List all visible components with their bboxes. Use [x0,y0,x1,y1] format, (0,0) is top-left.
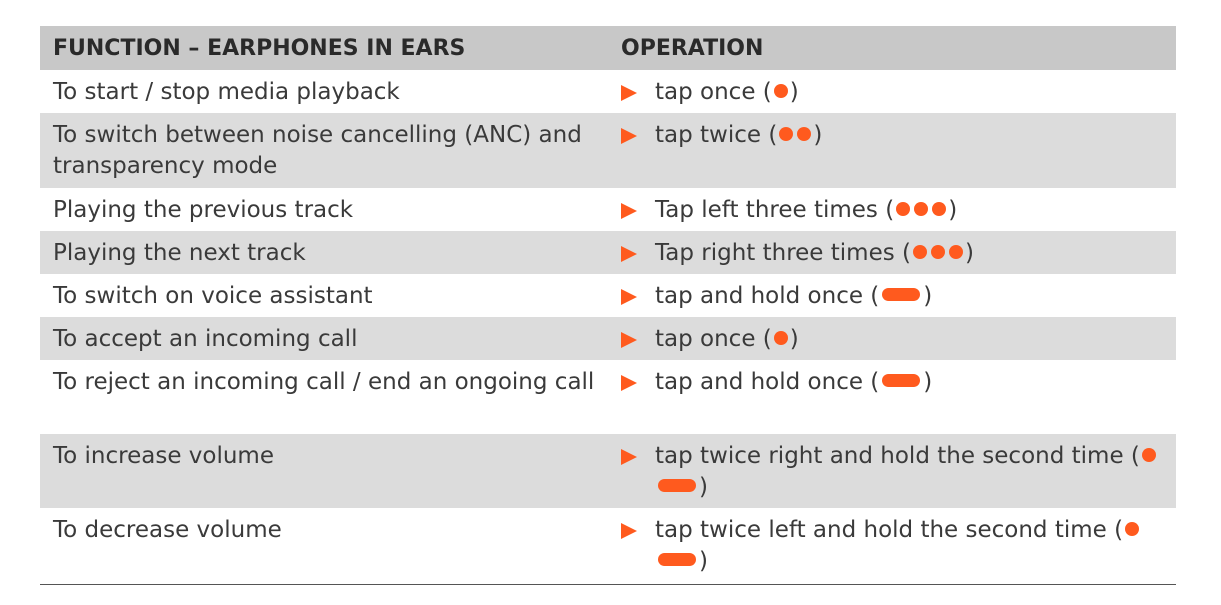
tap-dot-icon [949,245,963,259]
function-cell: To accept an incoming call [53,326,358,352]
table-row [40,188,1176,231]
function-cell: To switch on voice assistant [53,283,373,309]
table-row [40,274,1176,317]
operation-cell: tap once ( ) [608,324,1176,360]
controls-table [40,26,1176,583]
table-row [40,317,1176,360]
function-cell: Playing the previous track [53,197,354,223]
table-bottom-rule [40,584,1176,585]
function-cell: Playing the next track [53,240,306,266]
tap-dot-icon [931,245,945,259]
table-row [40,70,1176,113]
table-row [40,231,1176,274]
table-row [40,434,1176,508]
triangle-bullet-icon [621,203,637,219]
function-cell: To start / stop media playback [53,79,400,105]
header-operation: OPERATION [621,35,764,61]
hold-dash-icon [882,374,920,387]
tap-dot-icon [1142,448,1156,462]
function-cell: To increase volume [53,443,274,469]
operation-cell: tap once ( ) [608,77,1176,113]
operation-cell: tap and hold once ( ) [608,367,1176,434]
function-cell: To switch between noise cancelling (ANC) and transparency mode [53,122,582,179]
tap-dot-icon [779,127,793,141]
operation-cell: tap twice left and hold the second time () [608,515,1176,583]
triangle-bullet-icon [621,289,637,305]
tap-dot-icon [774,331,788,345]
function-cell: To reject an incoming call / end an ongoing call [53,369,595,395]
tap-dot-icon [913,245,927,259]
table-row [40,113,1176,188]
tap-dot-icon [774,84,788,98]
triangle-bullet-icon [621,128,637,144]
triangle-bullet-icon [621,246,637,262]
tap-dot-icon [932,202,946,216]
triangle-bullet-icon [621,85,637,101]
table-row [40,360,1176,434]
table-row [40,508,1176,583]
hold-dash-icon [882,288,920,301]
operation-cell: tap twice right and hold the second time () [608,441,1176,508]
operation-cell: tap twice ( ) [608,120,1176,188]
table-header [40,26,1176,70]
triangle-bullet-icon [621,375,637,391]
triangle-bullet-icon [621,449,637,465]
tap-dot-icon [896,202,910,216]
header-function: FUNCTION – EARPHONES IN EARS [53,35,466,61]
tap-dot-icon [914,202,928,216]
operation-cell: Tap right three times ( ) [608,238,1176,274]
function-cell: To decrease volume [53,517,282,543]
triangle-bullet-icon [621,523,637,539]
triangle-bullet-icon [621,332,637,348]
tap-dot-icon [1125,522,1139,536]
operation-cell: Tap left three times ( ) [608,195,1176,231]
tap-dot-icon [797,127,811,141]
hold-dash-icon [658,479,696,492]
operation-cell: tap and hold once ( ) [608,281,1176,317]
hold-dash-icon [658,553,696,566]
